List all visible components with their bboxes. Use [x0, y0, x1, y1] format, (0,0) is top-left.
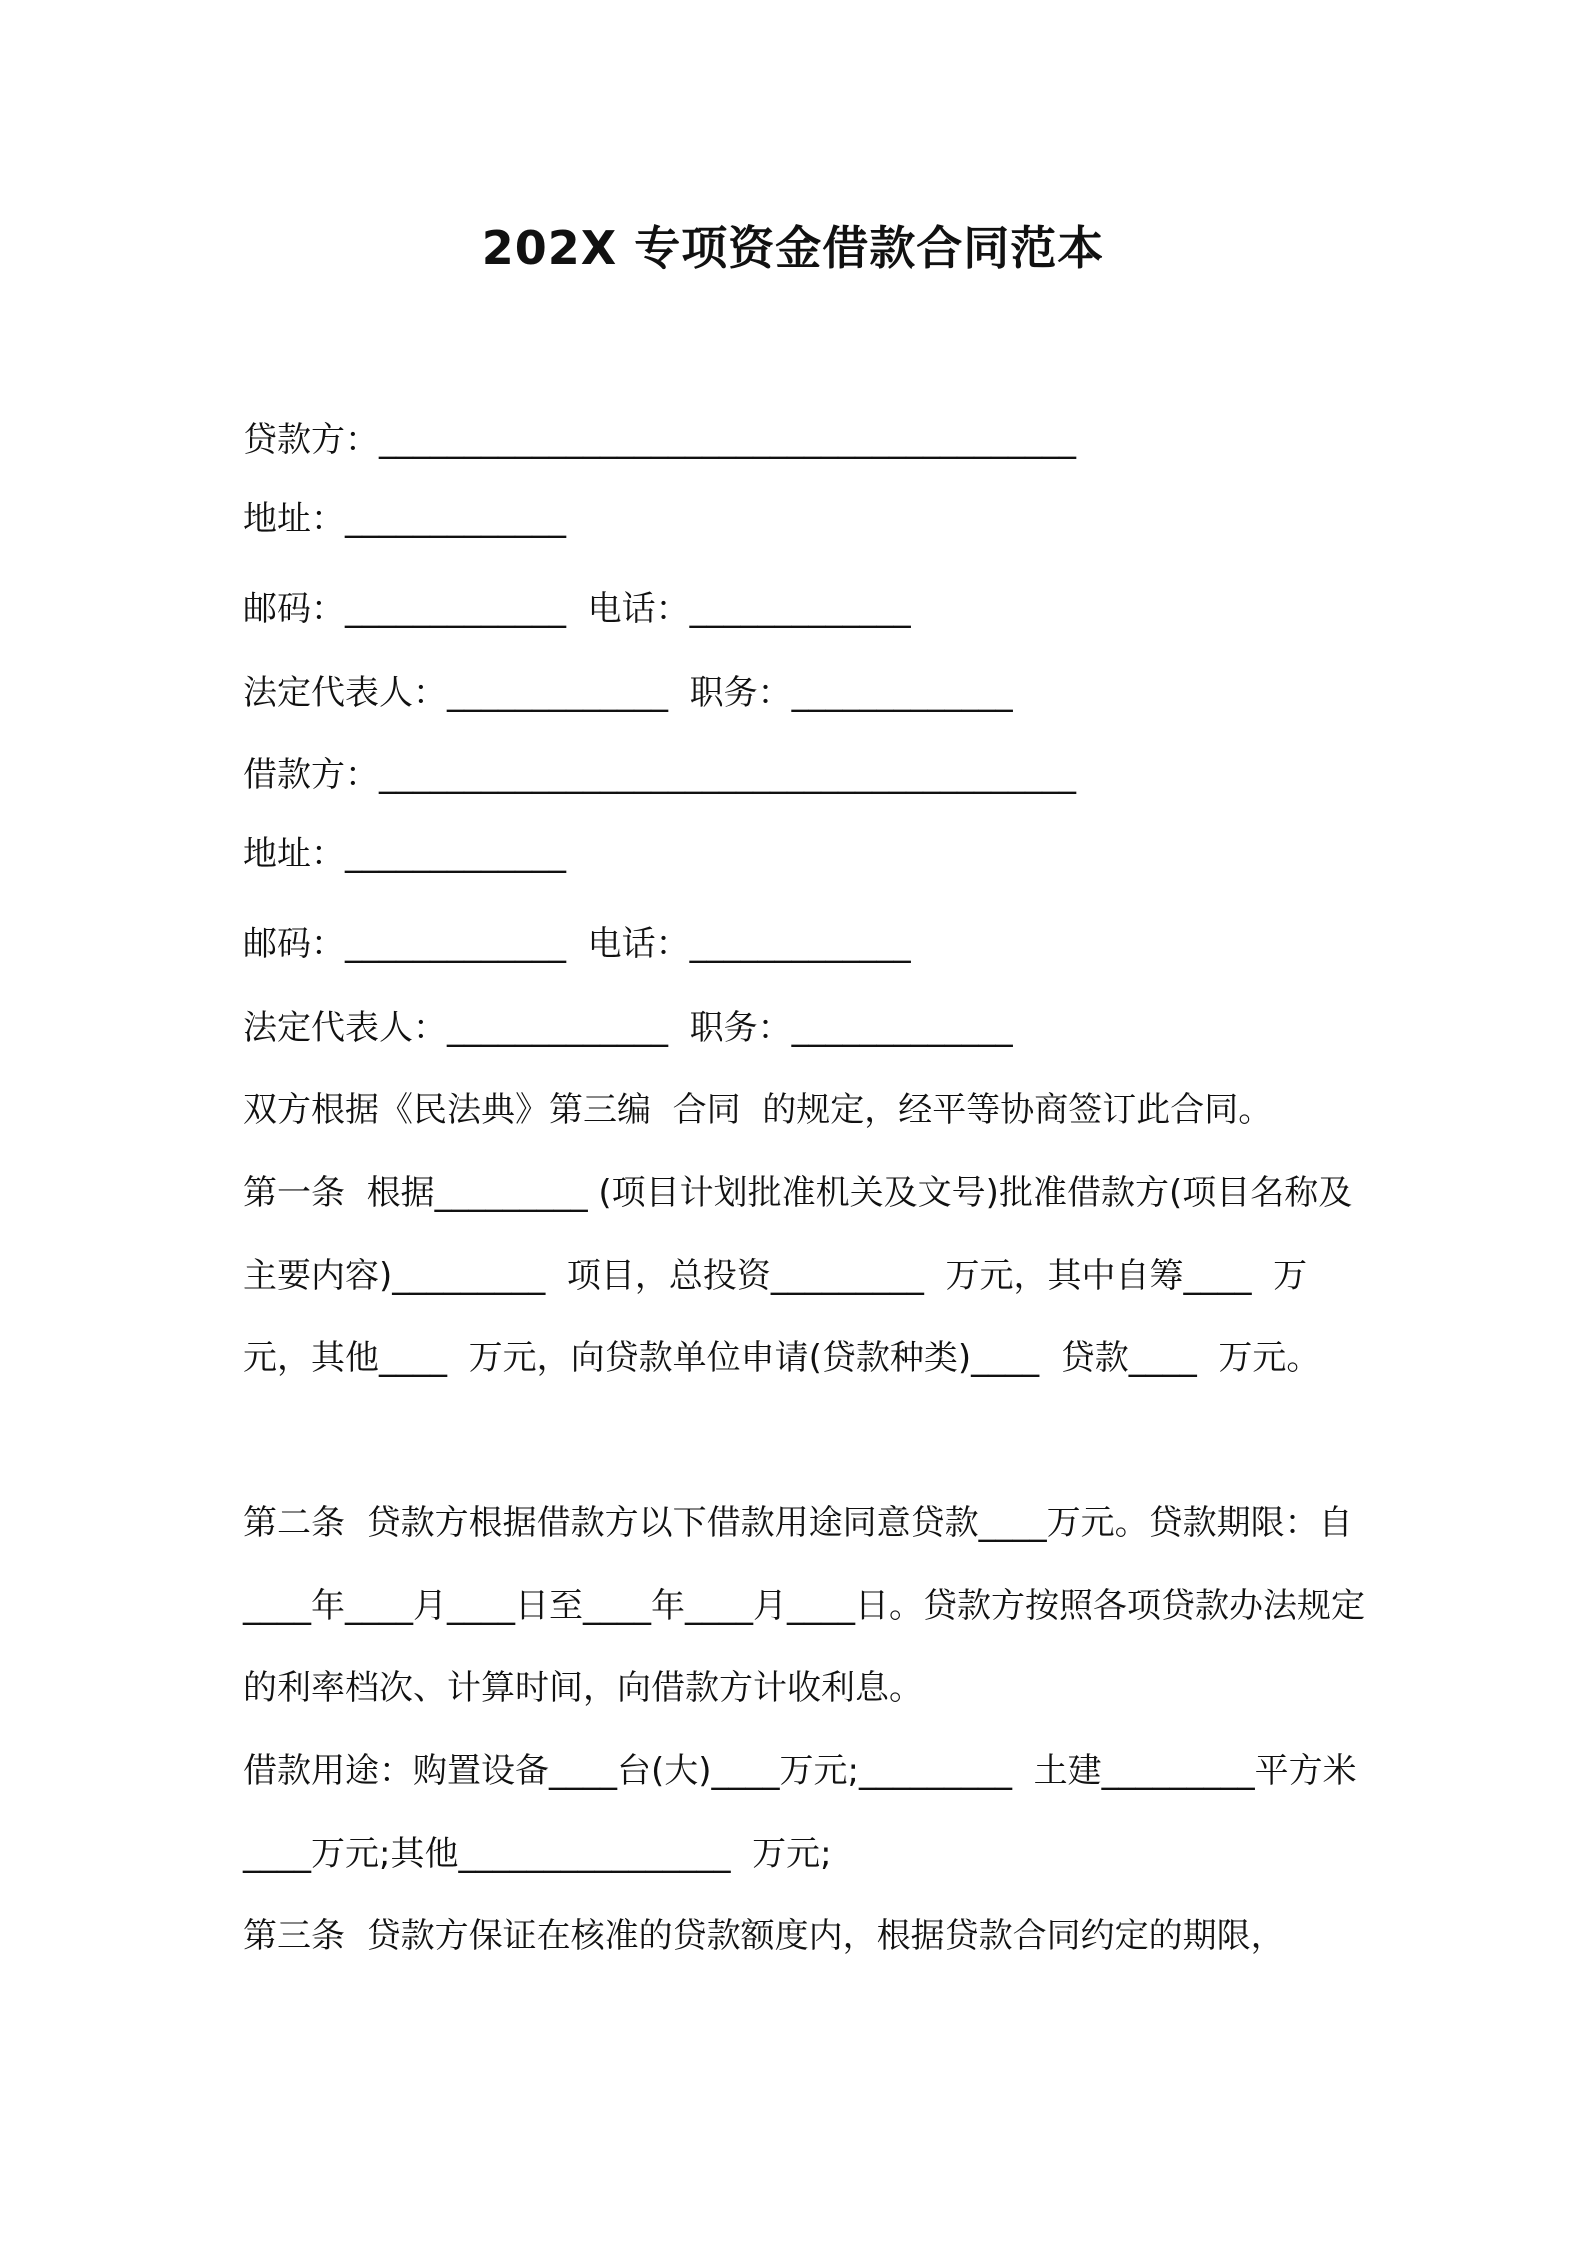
lender-address-line: 地址：_____________ — [243, 499, 566, 539]
lender-name-line: 贷款方：_________________________________________ — [243, 420, 1076, 460]
borrower-representative-line: 法定代表人：_____________ 职务：_____________ — [243, 1008, 1013, 1048]
article-2: 第二条 贷款方根据借款方以下借款用途同意贷款____万元。贷款期限：自____年____月____日至____年____月____日。贷款方按照各项贷款办法规定的利率档次、计算时间，向借款方计收利息。 — [243, 1503, 1365, 1708]
intro-paragraph: 双方根据《民法典》第三编 合同 的规定，经平等协商签订此合同。 — [243, 1090, 1273, 1130]
borrower-zip-phone-line: 邮码：_____________ 电话：_____________ — [243, 924, 911, 964]
document-title: 202X 专项资金借款合同范本 — [481, 221, 1105, 275]
article-3: 第三条 贷款方保证在核准的贷款额度内，根据贷款合同约定的期限， — [243, 1916, 1285, 1956]
borrower-address-line: 地址：_____________ — [243, 834, 566, 874]
borrower-name-line: 借款方：_________________________________________ — [243, 755, 1076, 795]
loan-usage: 借款用途：购置设备____台(大)____万元;_________ 土建_________平方米____万元;其他________________ 万元; — [243, 1751, 1357, 1874]
lender-zip-phone-line: 邮码：_____________ 电话：_____________ — [243, 589, 911, 629]
lender-representative-line: 法定代表人：_____________ 职务：_____________ — [243, 673, 1013, 713]
article-1: 第一条 根据_________ (项目计划批准机关及文号)批准借款方(项目名称及主要内容)_________ 项目，总投资_________ 万元，其中自筹____ 万元，其他____ 万元，向贷款单位申请(贷款种类)____ 贷款____ 万元。 — [243, 1173, 1353, 1378]
